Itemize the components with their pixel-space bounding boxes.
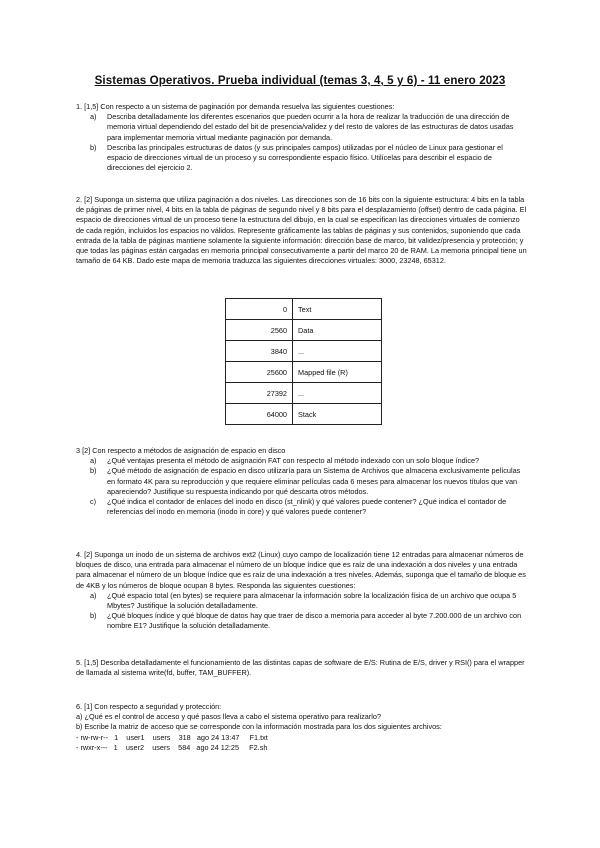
- item-text: Describa detalladamente los diferentes escenarios que pueden ocurrir a la hora de realizar la traducción de una dirección de memoria virtual dependiendo del estado del bit de presencia/validez y del resto de valores de las estructuras de datos usadas para implementar memoria virtual mediante paginación por demanda.: [107, 112, 514, 142]
- question-6b: b) Escribe la matriz de acceso que se corresponde con la información mostrada para los dos siguientes archivos:: [76, 722, 442, 732]
- item-label: a): [90, 456, 97, 466]
- memory-address: 3840: [226, 341, 293, 362]
- item-label: a): [90, 112, 97, 122]
- memory-region: ...: [293, 383, 382, 404]
- table-row: [226, 299, 382, 320]
- memory-map-table: [225, 298, 382, 425]
- question-1-intro: 1. [1,5] Con respecto a un sistema de paginación por demanda resuelva las siguientes cuestiones:: [76, 102, 395, 111]
- table-row: [226, 341, 382, 362]
- item-label: b): [90, 466, 97, 476]
- memory-address: 2560: [226, 320, 293, 341]
- question-6a: a) ¿Qué es el control de acceso y qué pasos lleva a cabo el sistema operativo para realizarlo?: [76, 712, 382, 722]
- memory-address: 64000: [226, 404, 293, 425]
- item-text: ¿Qué ventajas presenta el método de asignación FAT con respecto al método indexado con un solo bloque índice?: [107, 456, 480, 466]
- table-row: [226, 362, 382, 383]
- file-listing-row: - rw-rw-r-- 1 user1 users 318 ago 24 13:47 F1.txt: [76, 732, 268, 742]
- question-5-text: 5. [1,5] Describa detalladamente el funcionamiento de las distintas capas de software de E/S: Rutina de E/S, driver y RSI() para el wrapper de llamada al sistema write(fd, buffer, TAM_BUFFER).: [76, 658, 525, 678]
- item-label: c): [90, 497, 97, 507]
- question-1b: [76, 143, 528, 174]
- question-5: [76, 658, 528, 678]
- file-listing-row: - rwxr-x--- 1 user2 users 584 ago 24 12:25 F2.sh: [76, 742, 268, 752]
- question-3b: [76, 466, 528, 497]
- item-label: b): [90, 611, 97, 621]
- memory-region: Text: [293, 299, 382, 320]
- question-2: [76, 195, 528, 266]
- question-3: [76, 446, 528, 517]
- memory-address: 25600: [226, 362, 293, 383]
- question-3c: [76, 497, 528, 517]
- table-row: [226, 320, 382, 341]
- memory-region: Stack: [293, 404, 382, 425]
- question-4b: [76, 611, 528, 631]
- question-6: [76, 702, 528, 753]
- question-3-intro: 3 [2] Con respecto a métodos de asignación de espacio en disco: [76, 446, 286, 455]
- table-row: [226, 404, 382, 425]
- memory-address: 27392: [226, 383, 293, 404]
- memory-address: 0: [226, 299, 293, 320]
- question-1a: [76, 112, 528, 143]
- memory-region: Data: [293, 320, 382, 341]
- question-2-text: 2. [2] Suponga un sistema que utiliza paginación a dos niveles. Las direcciones son de 16 bits con la siguiente estructura: 4 bits en la tabla de páginas de primer nivel, 4 bits en la tabla de páginas de segundo nivel y 8 bits para el desplazamiento (offset) dentro de cada página. El espacio de direcciones virtual de un proceso tiene la estructura del dibujo, en la cual se especifican las direcciones virtuales de comienzo de cada región, incluidos los espacios no válidos. Represente gráficamente las tablas de páginas y sus contenidos, suponiendo que cada entrada de la tabla de páginas mantiene solamente la siguiente información: dirección base de marco, bit validez/presencia y protección; y que todas las páginas están cargadas en memoria principal consecutivamente a partir del marco 20 de RAM. La memoria principal tiene un tamaño de 64 KB. Dado este mapa de memoria traduzca las siguientes direcciones virtuales: 3000, 23248, 65312.: [76, 195, 527, 266]
- question-4a: [76, 591, 528, 611]
- memory-region: ...: [293, 341, 382, 362]
- item-text: Describa las principales estructuras de datos (y sus principales campos) utilizadas por el núcleo de Linux para gestionar el espacio de direcciones virtual de un proceso y su correspondiente espacio físico. Utilícelas para describir el espacio de direcciones del ejercicio 2.: [107, 142, 503, 173]
- item-text: ¿Qué método de asignación de espacio en disco utilizaría para un Sistema de Archivos que almacena exclusivamente películas en formato 4K para su reproducción y que requiere eliminar películas cada 6 meses para almacenar los nuevos títulos que van apareciendo? Justifique su respuesta indicando por qué descarta otros métodos.: [107, 466, 521, 496]
- table-row: [226, 383, 382, 404]
- question-3a: [76, 456, 528, 466]
- question-4-intro: 4. [2] Suponga un inodo de un sistema de archivos ext2 (Linux) cuyo campo de localización tiene 12 entradas para almacenar números de bloques de disco, una entrada para almacenar el número de un bloque índice que es raíz de una indexación a dos niveles y una entrada para almacenar el número de un bloque índice que es raíz de una indexación a tres niveles. Además, suponga que el tamaño de bloque es de 4KB y los números de bloque ocupan 8 bytes. Responda las siguientes cuestiones:: [76, 550, 526, 590]
- question-4: [76, 550, 528, 632]
- question-6-intro: 6. [1] Con respecto a seguridad y protección:: [76, 702, 222, 711]
- item-label: b): [90, 142, 97, 152]
- question-1: [76, 102, 528, 173]
- page-title: Sistemas Operativos. Prueba individual (temas 3, 4, 5 y 6) - 11 enero 2023: [94, 74, 506, 87]
- item-text: ¿Qué indica el contador de enlaces del inodo en disco (st_nlink) y qué valores puede contener? ¿Qué indica el contador de referencias del inodo en memoria (inodo in core) y qué valores puede contener?: [107, 497, 507, 517]
- item-text: ¿Qué bloques índice y qué bloque de datos hay que traer de disco a memoria para acceder al byte 7.200.000 de un archivo con nombre E1? Justifique la solución detalladamente.: [107, 611, 522, 631]
- item-label: a): [90, 590, 97, 600]
- memory-region: Mapped file (R): [293, 362, 382, 383]
- item-text: ¿Qué espacio total (en bytes) se requiere para almacenar la información sobre la localización física de un archivo que ocupa 5 Mbytes? Justifique la solución detalladamente.: [107, 590, 517, 611]
